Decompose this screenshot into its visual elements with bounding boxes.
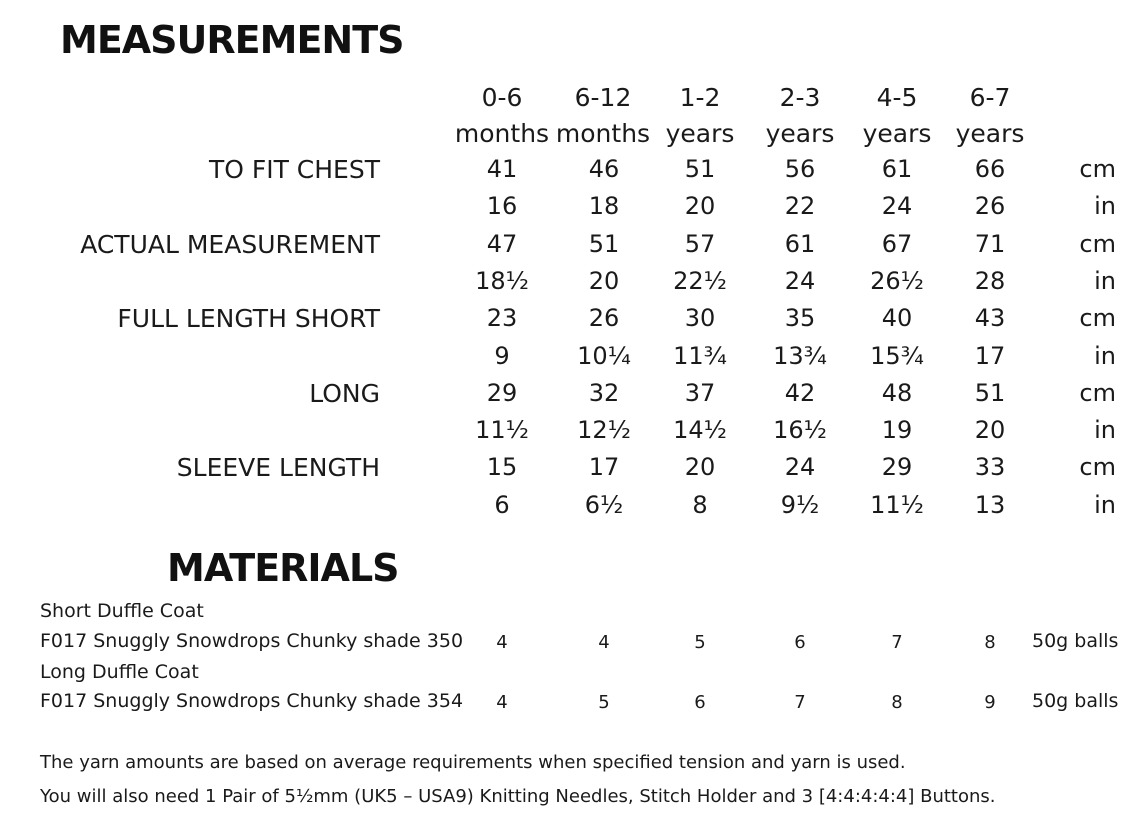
measurement-value: 41 [486,155,518,183]
measurement-value: 23 [486,304,518,332]
measurement-value: 15¾ [870,342,924,370]
long-yarn-label: F017 Snuggly Snowdrops Chunky shade 354 [40,690,464,712]
size-header [548,80,658,152]
unit-label: cm [1079,304,1116,332]
row-label: ACTUAL MEASUREMENT [80,230,380,259]
size-range: 0-6 [481,83,523,112]
size-unit: years [955,119,1025,148]
measurement-value: 12½ [577,416,631,444]
unit-label: in [1094,491,1116,519]
ball-quantity: 4 [496,632,508,653]
measurement-value: 56 [784,155,816,183]
measurement-value: 14½ [673,416,727,444]
measurement-value: 26 [974,192,1006,220]
measurement-value: 66 [974,155,1006,183]
measurement-value: 11½ [870,491,924,519]
ball-quantity: 4 [496,692,508,713]
measurement-value: 46 [588,155,620,183]
size-header [935,80,1045,152]
note-yarn-amounts: The yarn amounts are based on average requirements when specified tension and yarn is used. [40,752,906,773]
measurement-value: 9½ [780,491,820,519]
long-unit: 50g balls [1032,690,1119,712]
measurement-value: 24 [784,453,816,481]
measurement-value: 26 [588,304,620,332]
ball-quantity: 6 [794,632,806,653]
measurement-value: 48 [881,379,913,407]
measurement-value: 19 [881,416,913,444]
long-coat-label: Long Duffle Coat [40,661,199,683]
measurement-value: 51 [684,155,716,183]
measurement-value: 8 [692,491,708,519]
unit-label: in [1094,342,1116,370]
row-label: FULL LENGTH SHORT [117,304,380,333]
size-header [645,80,755,152]
measurement-value: 15 [486,453,518,481]
measurement-value: 16½ [773,416,827,444]
row-label: TO FIT CHEST [208,155,380,184]
ball-quantity: 7 [891,632,903,653]
measurement-value: 20 [588,267,620,295]
measurement-value: 33 [974,453,1006,481]
measurement-value: 32 [588,379,620,407]
measurement-value: 6½ [584,491,624,519]
measurement-value: 42 [784,379,816,407]
measurement-value: 24 [784,267,816,295]
size-unit: years [665,119,735,148]
ball-quantity: 8 [984,632,996,653]
ball-quantity: 9 [984,692,996,713]
measurement-value: 29 [881,453,913,481]
size-unit: months [454,119,550,148]
ball-quantity: 5 [598,692,610,713]
measurement-value: 35 [784,304,816,332]
measurement-value: 9 [494,342,510,370]
measurement-value: 13¾ [773,342,827,370]
note-needles: You will also need 1 Pair of 5½mm (UK5 – USA9) Knitting Needles, Stitch Holder and 3 [4:4:4:4:4] Buttons. [40,786,996,807]
measurements-heading: MEASUREMENTS [60,18,404,62]
measurement-value: 20 [684,453,716,481]
measurement-value: 51 [588,230,620,258]
measurement-value: 22½ [673,267,727,295]
measurement-value: 47 [486,230,518,258]
materials-heading: MATERIALS [167,546,399,590]
size-range: 4-5 [876,83,918,112]
measurement-value: 57 [684,230,716,258]
measurement-value: 30 [684,304,716,332]
ball-quantity: 7 [794,692,806,713]
size-unit: years [765,119,835,148]
unit-label: in [1094,192,1116,220]
measurement-value: 61 [881,155,913,183]
measurement-value: 28 [974,267,1006,295]
ball-quantity: 4 [598,632,610,653]
size-header [745,80,855,152]
measurement-value: 67 [881,230,913,258]
measurement-value: 37 [684,379,716,407]
measurement-value: 26½ [870,267,924,295]
unit-label: cm [1079,453,1116,481]
measurement-value: 71 [974,230,1006,258]
ball-quantity: 5 [694,632,706,653]
unit-label: in [1094,416,1116,444]
measurement-value: 51 [974,379,1006,407]
unit-label: cm [1079,230,1116,258]
measurement-value: 16 [486,192,518,220]
size-unit: years [862,119,932,148]
size-range: 6-7 [969,83,1011,112]
measurement-value: 29 [486,379,518,407]
size-range: 2-3 [779,83,821,112]
measurement-value: 18½ [475,267,529,295]
size-unit: months [555,119,651,148]
measurement-value: 13 [974,491,1006,519]
unit-label: in [1094,267,1116,295]
measurement-value: 43 [974,304,1006,332]
measurement-value: 17 [588,453,620,481]
measurement-value: 10¼ [577,342,631,370]
short-yarn-label: F017 Snuggly Snowdrops Chunky shade 350 [40,630,464,652]
unit-label: cm [1079,155,1116,183]
measurement-value: 22 [784,192,816,220]
measurement-value: 11¾ [673,342,727,370]
size-range: 1-2 [679,83,721,112]
ball-quantity: 8 [891,692,903,713]
row-label: SLEEVE LENGTH [176,453,380,482]
row-label: LONG [309,379,380,408]
measurement-value: 17 [974,342,1006,370]
short-coat-label: Short Duffle Coat [40,600,204,622]
ball-quantity: 6 [694,692,706,713]
measurement-value: 6 [494,491,510,519]
measurement-value: 20 [684,192,716,220]
measurement-value: 24 [881,192,913,220]
measurement-value: 61 [784,230,816,258]
measurement-value: 40 [881,304,913,332]
size-header [447,80,557,152]
measurement-value: 18 [588,192,620,220]
unit-label: cm [1079,379,1116,407]
measurement-value: 20 [974,416,1006,444]
size-range: 6-12 [574,83,632,112]
measurement-value: 11½ [475,416,529,444]
short-unit: 50g balls [1032,630,1119,652]
